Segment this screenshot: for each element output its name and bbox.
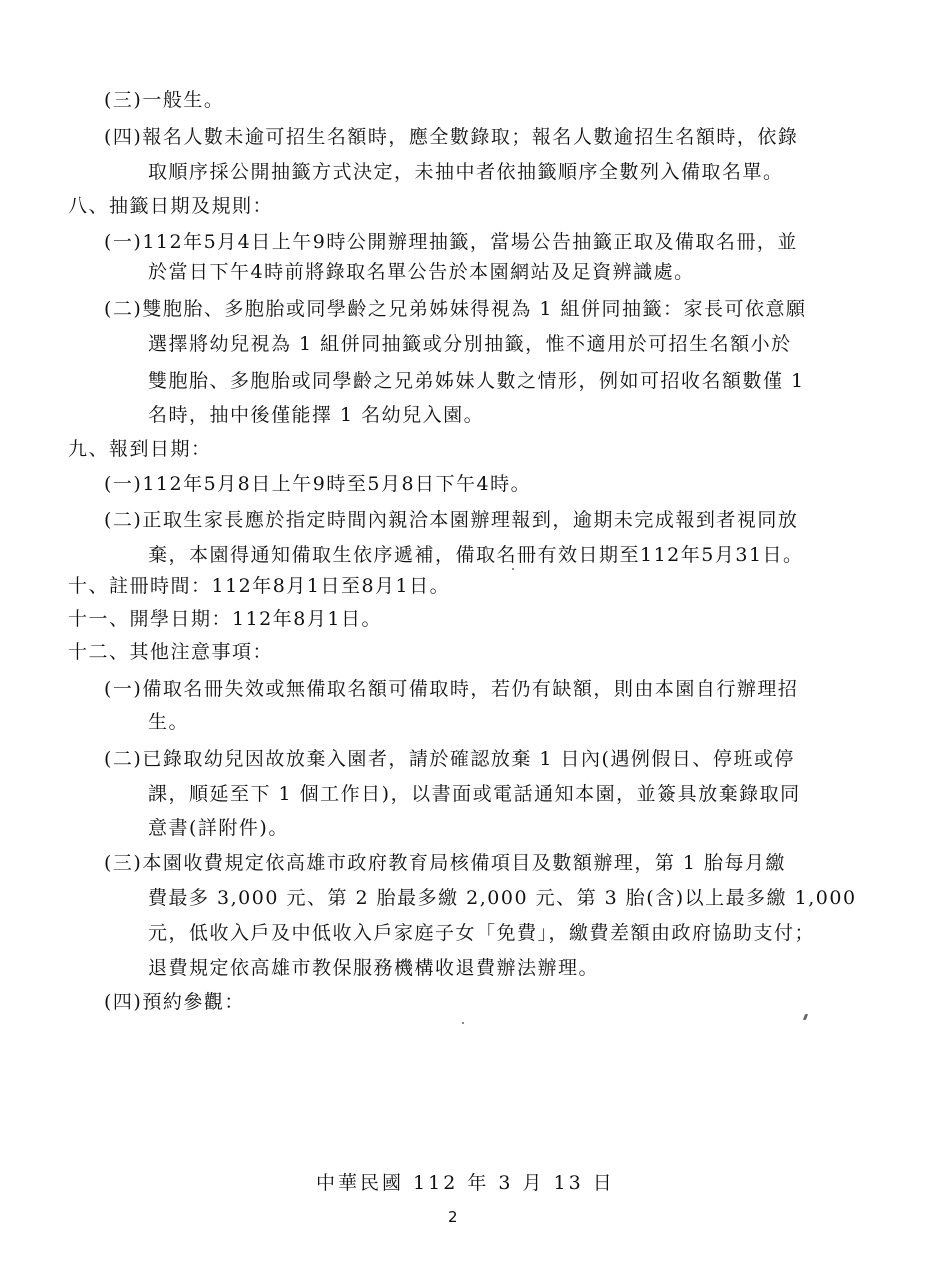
document-date: 中華民國 112 年 3 月 13 日 bbox=[316, 1172, 615, 1194]
section-heading: 九、報到日期： bbox=[68, 438, 212, 460]
section-heading: 十二、其他注意事項： bbox=[68, 641, 274, 663]
text-line: 棄，本園得通知備取生依序遞補，備取名冊有效日期至112年5月31日。 bbox=[148, 544, 804, 566]
text-line: 於當日下午4時前將錄取名單公告於本園網站及足資辨識處。 bbox=[148, 261, 695, 283]
page-number: 2 bbox=[448, 1208, 458, 1226]
text-line: (一)112年5月4日上午9時公開辦理抽籤，當場公告抽籤正取及備取名冊，並 bbox=[104, 231, 798, 253]
text-line: (二)已錄取幼兒因故放棄入園者，請於確認放棄 1 日內(遇例假日、停班或停 bbox=[104, 748, 795, 770]
text-line: 選擇將幼兒視為 1 組併同抽籤或分別抽籤，惟不適用於可招生名額小於 bbox=[148, 333, 792, 355]
text-line: 取順序採公開抽籤方式決定，未抽中者依抽籤順序全數列入備取名單。 bbox=[148, 161, 784, 183]
text-line: 課，順延至下 1 個工作日)，以書面或電話通知本園，並簽具放棄錄取同 bbox=[148, 783, 801, 805]
text-line: 退費規定依高雄市教保服務機構收退費辦法辦理。 bbox=[148, 957, 600, 979]
text-line: (四)預約參觀： bbox=[104, 991, 245, 1013]
text-line: (一)備取名冊失效或無備取名額可備取時，若仍有缺額，則由本園自行辦理招 bbox=[104, 678, 799, 700]
text-line: (三)一般生。 bbox=[104, 89, 225, 111]
section-heading: 十、註冊時間：112年8月1日至8月1日。 bbox=[68, 575, 451, 597]
text-line: 雙胞胎、多胞胎或同學齡之兄弟姊妹人數之情形，例如可招收名額數僅 1 bbox=[148, 370, 805, 392]
text-line: (一)112年5月8日上午9時至5月8日下午4時。 bbox=[104, 473, 532, 495]
text-line: (二)正取生家長應於指定時間內親洽本園辦理報到，逾期未完成報到者視同放 bbox=[104, 509, 799, 531]
text-line: 生。 bbox=[148, 711, 190, 733]
text-line: (四)報名人數未逾可招生名額時，應全數錄取；報名人數逾招生名額時，依錄 bbox=[104, 126, 799, 148]
text-line: 元，低收入戶及中低收入戶家庭子女「免費」，繳費差額由政府協助支付； bbox=[148, 922, 816, 944]
text-line: (二)雙胞胎、多胞胎或同學齡之兄弟姊妹得視為 1 組併同抽籤：家長可依意願 bbox=[104, 298, 807, 320]
scan-speck bbox=[462, 1022, 464, 1024]
scan-speck bbox=[803, 1014, 808, 1020]
text-line: (三)本園收費規定依高雄市政府教育局核備項目及數額辦理，第 1 胎每月繳 bbox=[104, 852, 786, 874]
scan-speck bbox=[512, 568, 514, 570]
text-line: 費最多 3,000 元、第 2 胎最多繳 2,000 元、第 3 胎(含)以上最多繳 1,000 bbox=[148, 887, 857, 909]
text-line: 名時，抽中後僅能擇 1 名幼兒入園。 bbox=[148, 404, 485, 426]
section-heading: 八、抽籤日期及規則： bbox=[68, 195, 274, 217]
section-heading: 十一、開學日期：112年8月1日。 bbox=[68, 608, 382, 630]
text-line: 意書(詳附件)。 bbox=[148, 817, 289, 839]
